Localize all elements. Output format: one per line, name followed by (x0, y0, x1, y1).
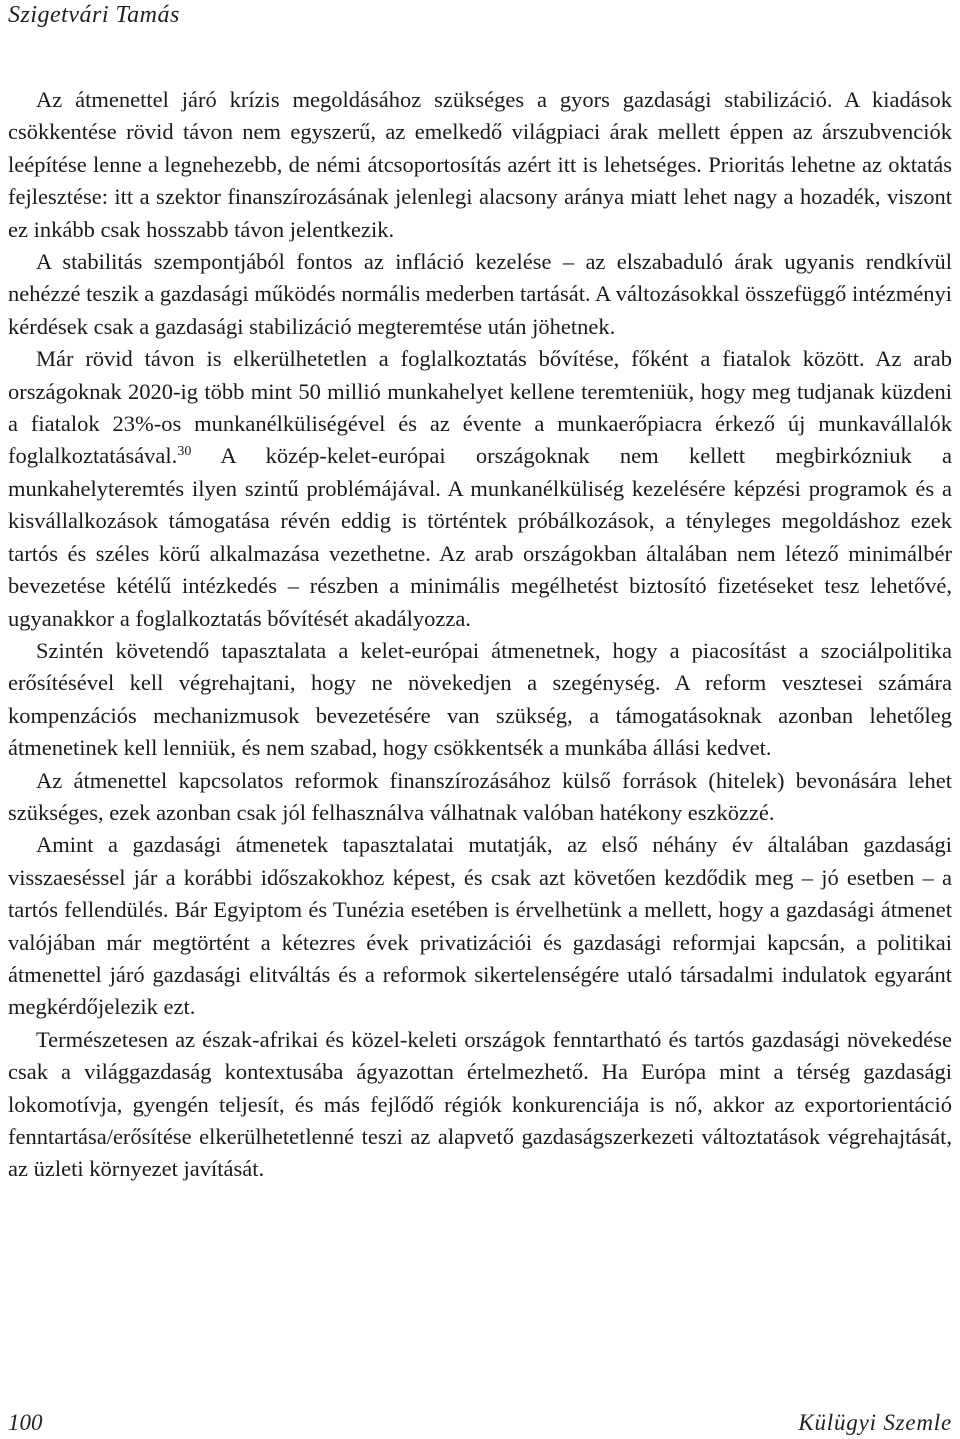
paragraph: Az átmenettel járó krízis megoldásához szükséges a gyors gazdasági stabilizáció. A kiadások csökkentése rövid távon nem egyszerű, az emelkedő világpiaci árak mellett éppen az árszubvenciók leépítése lenne a legnehezebb, de némi átcsoportosítás azért itt is lehetséges. Prioritás lehetne az oktatás fejlesztése: itt a szektor finanszírozásának jelenlegi alacsony aránya miatt lehet nagy a hozadék, viszont ez inkább csak hosszabb távon jelentkezik. (8, 87, 952, 242)
paragraph: Természetesen az észak-afrikai és közel-keleti országok fenntartható és tartós gazdasági növekedése csak a világgazdaság kontextusába ágyazottan értelmezhető. Ha Európa mint a térség gazdasági lokomotívja, gyengén teljesít, és más fejlődő régiók konkurenciája is nő, akkor az exportorientáció fenntartása/erősítése elkerülhetetlenné teszi az alapvető gazdaságszerkezeti változtatások végrehajtását, az üzleti környezet javítását. (8, 1026, 952, 1182)
page-number: 100 (8, 1410, 43, 1435)
paragraph: Az átmenettel kapcsolatos reformok finanszírozásához külső források (hitelek) bevonására lehet szükséges, ezek azonban csak jól felhasználva válhatnak valóban hatékony eszközzé. (8, 767, 952, 825)
paragraph-text: A közép-kelet-európai országoknak nem kellett megbirkózniuk a munkahelyteremtés ilyen szintű problémájával. A munkanélküliség kezelésére képzési programok és a kisvállalkozások támogatása révén eddig is történtek próbálkozások, a tényleges megoldáshoz ezek tartós és széles körű alkalmazása vezethetne. Az arab országokban általában nem létező minimálbér bevezetése kétélű intézkedés – részben a minimális megélhetést biztosító fizetéseket tesz lehetővé, ugyanakkor a foglalkoztatás bővítését akadályozza. (8, 443, 952, 631)
paragraph: Szintén követendő tapasztalata a kelet-európai átmenetnek, hogy a piacosítást a szociálpolitika erősítésével kell végrehajtani, hogy ne növekedjen a szegénység. A reform vesztesei számára kompenzációs mechanizmusok bevezetésére van szükség, a támogatásoknak azonban lehetőleg átmenetinek kell lenniük, és nem szabad, hogy csökkentsék a munkába állási kedvet. (8, 637, 952, 761)
footnote-reference[interactable]: 30 (177, 444, 192, 460)
running-header-author: Szigetvári Tamás (8, 2, 180, 28)
journal-name: Külügyi Szemle (798, 1410, 952, 1435)
body-text (8, 84, 952, 1186)
paragraph: A stabilitás szempontjából fontos az infláció kezelése – az elszabaduló árak ugyanis rendkívül nehézzé teszik a gazdasági működés normális mederben tartását. A változásokkal összefüggő intézményi kérdések csak a gazdasági stabilizáció megteremtése után jöhetnek. (8, 249, 952, 339)
paragraph-text: Már rövid távon is elkerülhetetlen a foglalkoztatás bővítése, főként a fiatalok között. Az arab országoknak 2020-ig több mint 50 millió munkahelyet kellene teremteniük, hogy meg tudjanak küzdeni a fiatalok 23%-os munkanélküliségével és az évente a munkaerőpiacra érkező új munkavállalók foglalkoztatásával. (8, 346, 952, 469)
paragraph (8, 343, 952, 635)
paragraph: Amint a gazdasági átmenetek tapasztalatai mutatják, az első néhány év általában gazdasági visszaeséssel jár a korábbi időszakokhoz képest, és csak azt követően kezdődik meg – jó esetben – a tartós fellendülés. Bár Egyiptom és Tunézia esetében is érvelhetünk a mellett, hogy a gazdasági átmenet valójában már megtörtént a kétezres évek privatizációi és gazdasági reformjai kapcsán, a politikai átmenettel járó gazdasági elitváltás és a reformok sikertelenségére utaló társadalmi indulatok egyaránt megkérdőjelezik ezt. (8, 832, 952, 1020)
